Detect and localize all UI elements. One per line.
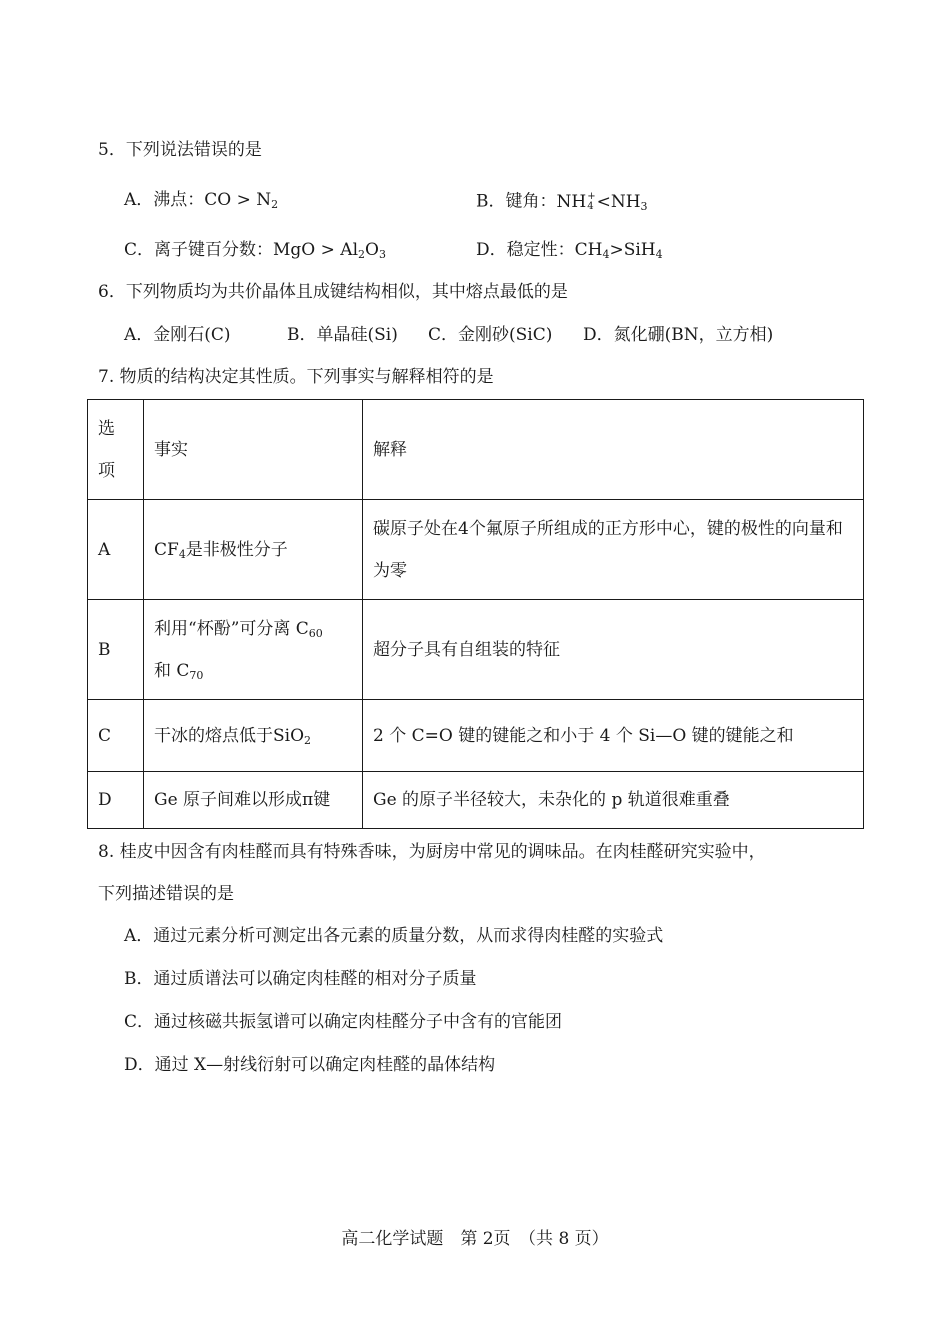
q7-row-b-fact: 利用“杯酚”可分离 $C_{60}$ 和 $C_{70}$ <box>144 600 363 700</box>
q6-stem: 6．下列物质均为共价晶体且成键结构相似，其中熔点最低的是 <box>98 282 568 302</box>
q7-table-row-b <box>88 600 864 700</box>
q7-table-header-row <box>88 400 864 500</box>
q7-row-b-option: B <box>88 600 144 700</box>
q7-row-d-fact: Ge 原子间难以形成π键 <box>144 772 363 829</box>
q5-option-d <box>476 242 663 259</box>
q5-option-c <box>124 242 386 259</box>
q5-option-b <box>476 192 648 212</box>
q7-header-fact: 事实 <box>144 400 363 500</box>
q5-option-a-label: A．沸点： <box>124 190 205 210</box>
q7-header-option: 选 项 <box>88 400 144 500</box>
q6-option-c: C．金刚砂(SiC) <box>428 325 553 345</box>
q7-row-a-option: A <box>88 500 144 600</box>
q5-option-d-label: D．稳定性： <box>476 240 575 260</box>
q7-table-row-a <box>88 500 864 600</box>
q8-option-b: B．通过质谱法可以确定肉桂醛的相对分子质量 <box>124 969 477 989</box>
q7-row-d-explanation: Ge 的原子半径较大，未杂化的 p 轨道很难重叠 <box>363 772 864 829</box>
q7-row-c-option: C <box>88 700 144 772</box>
q7-table-row-d <box>88 772 864 829</box>
q5-stem: 5．下列说法错误的是 <box>98 140 262 160</box>
q7-stem: 7. 物质的结构决定其性质。下列事实与解释相符的是 <box>98 367 494 387</box>
q7-row-c-fact: 干冰的熔点低于SiO$_2$ <box>144 700 363 772</box>
q5-option-b-formula: NH + 4 $<NH_3$ <box>556 191 648 213</box>
q5-option-a-formula: CO > $N_2$ <box>204 190 279 211</box>
q5-option-a <box>124 192 278 209</box>
q6-option-b: B．单晶硅(Si) <box>287 325 398 345</box>
q7-row-a-fact: $CF_4$是非极性分子 <box>144 500 363 600</box>
q7-table-row-c <box>88 700 864 772</box>
q7-row-a-explanation: 碳原子处在4个氟原子所组成的正方形中心，键的极性的向量和为零 <box>363 500 864 600</box>
q7-row-d-option: D <box>88 772 144 829</box>
q5-option-b-label: B．键角： <box>476 191 557 212</box>
q6-option-a: A．金刚石(C) <box>124 325 231 345</box>
q8-option-c: C．通过核磁共振氢谱可以确定肉桂醛分子中含有的官能团 <box>124 1012 563 1032</box>
q5-option-c-label: C．离子键百分数： <box>124 240 274 260</box>
q8-option-a: A．通过元素分析可测定出各元素的质量分数，从而求得肉桂醛的实验式 <box>124 926 664 946</box>
q8-stem-line2: 下列描述错误的是 <box>98 884 234 904</box>
q8-option-d: D．通过 X—射线衍射可以确定肉桂醛的晶体结构 <box>124 1055 496 1075</box>
q6-option-d: D．氮化硼(BN，立方相) <box>583 325 774 345</box>
q7-table <box>87 399 864 829</box>
q7-row-c-explanation: 2 个 C=O 键的键能之和小于 4 个 Si—O 键的键能之和 <box>363 700 864 772</box>
q5-option-c-formula: MgO > $Al_2O_3$ <box>273 240 386 261</box>
page-footer: 高二化学试题 第 2页 （共 8 页） <box>341 1229 609 1249</box>
q8-stem-line1: 8. 桂皮中因含有肉桂醛而具有特殊香味，为厨房中常见的调味品。在肉桂醛研究实验中， <box>98 842 766 862</box>
q7-row-b-explanation: 超分子具有自组装的特征 <box>363 600 864 700</box>
q7-header-explanation: 解释 <box>363 400 864 500</box>
q5-option-d-formula: $CH_4>SiH_4$ <box>574 240 663 261</box>
